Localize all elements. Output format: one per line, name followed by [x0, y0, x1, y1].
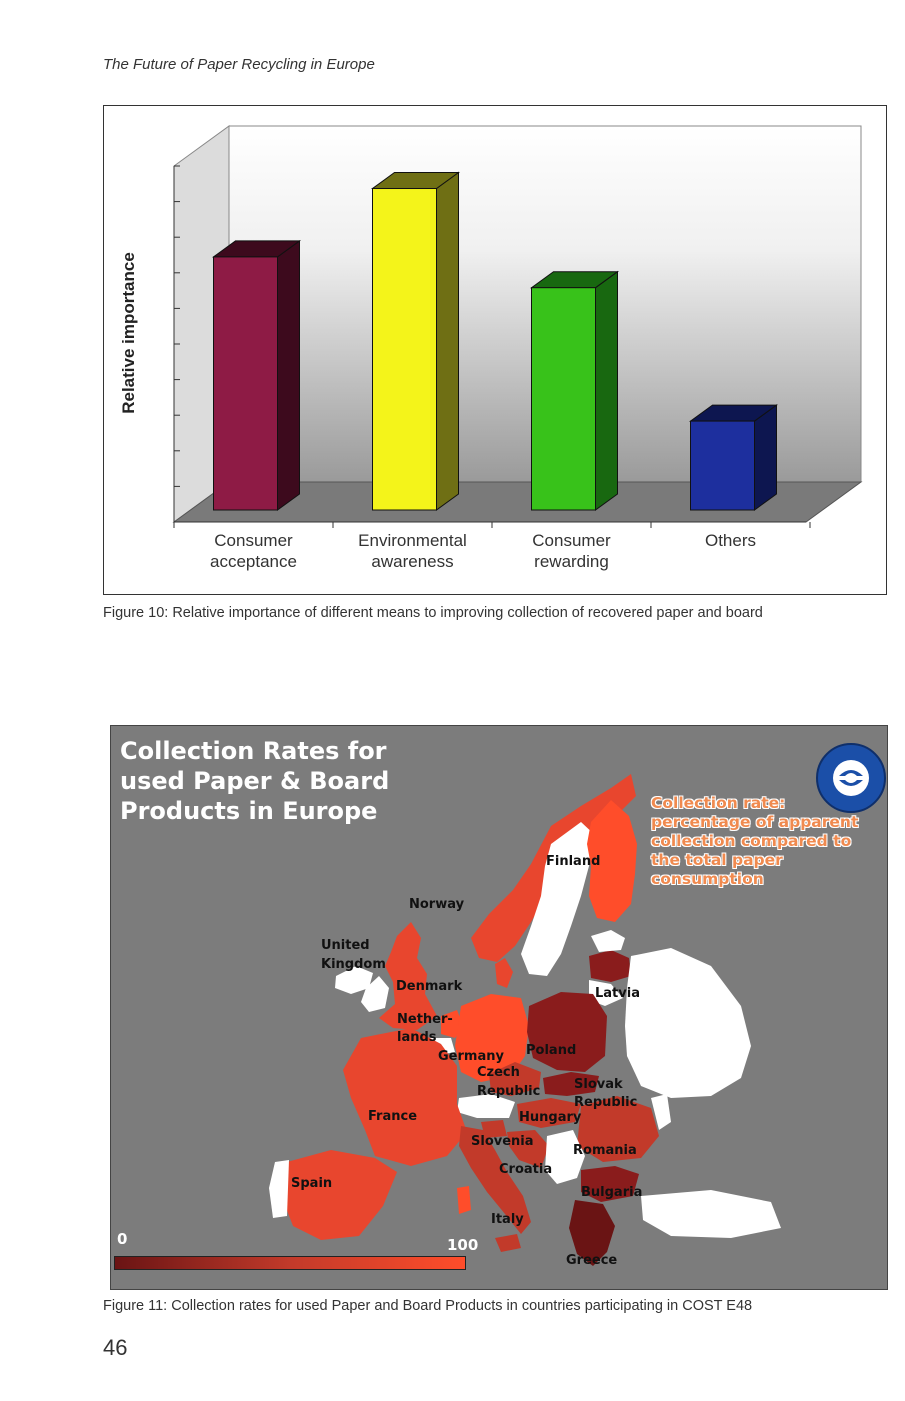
- label-germany: Germany: [438, 1049, 504, 1064]
- bar-side: [596, 272, 618, 510]
- label-france: France: [368, 1109, 418, 1124]
- label-uk-2: Kingdom: [321, 957, 386, 972]
- bar-side: [437, 173, 459, 510]
- bar-front: [214, 257, 278, 510]
- label-slovak-2: Republic: [574, 1095, 638, 1110]
- label-finland: Finland: [546, 854, 601, 869]
- label-czech-2: Republic: [477, 1084, 541, 1099]
- rate-note-line: the total paper: [651, 851, 783, 869]
- figure-10-caption: Figure 10: Relative importance of different means to improving collection of recovered paper and board: [103, 605, 763, 621]
- sicily-shape: [495, 1234, 521, 1252]
- x-axis: [174, 522, 810, 571]
- bar-2: [532, 272, 618, 510]
- rate-note-line: consumption: [651, 870, 764, 888]
- label-netherlands-1: Nether-: [397, 1012, 453, 1027]
- label-slovak-1: Slovak: [574, 1077, 623, 1092]
- legend-min-label: 0: [117, 1230, 128, 1248]
- bar-front: [691, 421, 755, 510]
- sardinia-shape: [457, 1186, 471, 1214]
- y-axis-label: [114, 238, 144, 428]
- east-shape: [625, 948, 751, 1098]
- rate-note-line: percentage of apparent: [651, 813, 859, 831]
- running-header: The Future of Paper Recycling in Europe: [103, 56, 375, 73]
- bar-1: [373, 173, 459, 510]
- figure-11-map: [110, 725, 888, 1290]
- page-number: 46: [103, 1335, 128, 1360]
- turkey-shape: [641, 1190, 781, 1238]
- figure-11-caption: Figure 11: Collection rates for used Paper and Board Products in countries participating in COST E48: [103, 1298, 753, 1314]
- label-denmark: Denmark: [396, 979, 463, 994]
- x-tick-label: acceptance: [210, 552, 297, 571]
- label-italy: Italy: [491, 1212, 524, 1227]
- portugal-shape: [269, 1160, 289, 1218]
- label-bulgaria: Bulgaria: [581, 1185, 643, 1200]
- figure-10-box: [103, 105, 887, 595]
- estonia-shape: [591, 930, 625, 952]
- x-tick-label: Consumer: [532, 531, 611, 550]
- bar-chart: [104, 106, 888, 596]
- map-title-line: used Paper & Board: [120, 767, 390, 795]
- label-greece: Greece: [566, 1253, 618, 1268]
- map-title: [120, 736, 440, 826]
- bar-front: [532, 288, 596, 510]
- label-czech-1: Czech: [477, 1065, 520, 1080]
- denmark-shape: [495, 958, 513, 988]
- label-uk-1: United: [321, 938, 370, 953]
- x-tick-label: Environmental: [358, 531, 467, 550]
- x-tick-label: Consumer: [214, 531, 293, 550]
- label-romania: Romania: [573, 1143, 637, 1158]
- bar-0: [214, 241, 300, 510]
- collection-rate-legend-bar: [114, 1256, 466, 1270]
- map-title-line: Products in Europe: [120, 797, 378, 825]
- label-norway: Norway: [409, 897, 465, 912]
- label-poland: Poland: [526, 1043, 577, 1058]
- x-tick-label: rewarding: [534, 552, 609, 571]
- label-slovenia: Slovenia: [471, 1134, 534, 1149]
- bar-3: [691, 405, 777, 510]
- x-tick-label: Others: [704, 531, 757, 550]
- rate-note-line: Collection rate:: [651, 794, 786, 812]
- collection-rate-note: [651, 794, 886, 889]
- label-spain: Spain: [291, 1176, 333, 1191]
- rate-note-line: collection compared to: [651, 832, 852, 850]
- svg-text:Relative importance: Relative importance: [119, 252, 138, 414]
- bar-side: [278, 241, 300, 510]
- label-hungary: Hungary: [519, 1110, 582, 1125]
- latvia-shape: [589, 950, 631, 982]
- x-tick-label: awareness: [371, 552, 454, 571]
- map-title-line: Collection Rates for: [120, 737, 387, 765]
- bar-side: [755, 405, 777, 510]
- label-latvia: Latvia: [595, 986, 640, 1001]
- label-croatia: Croatia: [499, 1162, 553, 1177]
- label-netherlands-2: lands: [397, 1030, 437, 1045]
- spain-shape: [283, 1150, 397, 1240]
- bar-front: [373, 189, 437, 510]
- legend-max-label: 100: [447, 1236, 479, 1254]
- poland-shape: [527, 992, 607, 1072]
